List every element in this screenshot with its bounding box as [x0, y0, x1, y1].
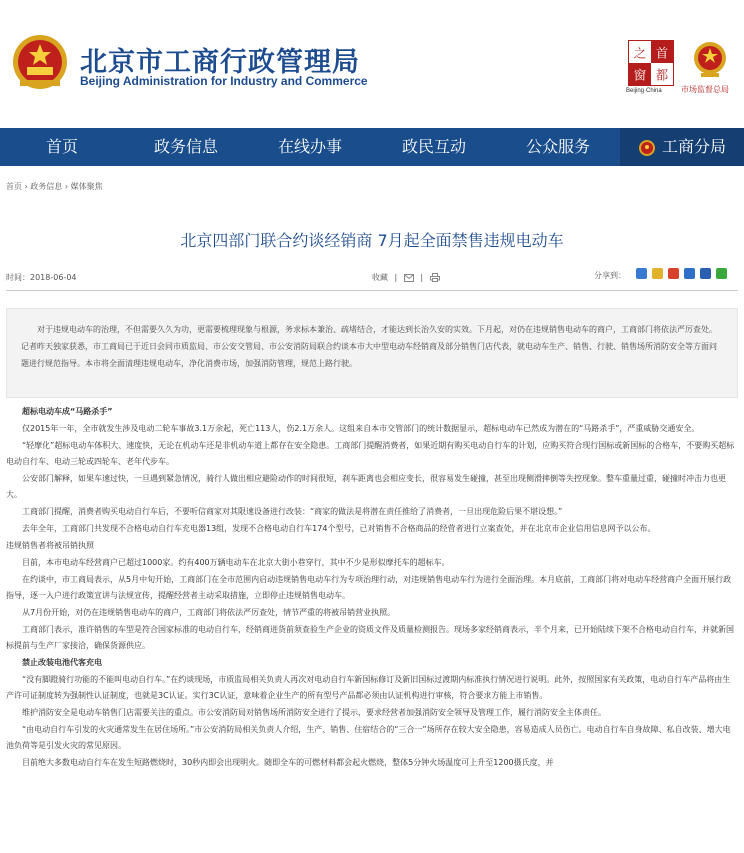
paragraph: 从7月份开始，对仍在违规销售电动车的商户，工商部门将依法严厉查处，情节严重的将被吊销营业执照。 [22, 608, 396, 617]
section-heading: 禁止改装电池代客充电 [22, 658, 102, 667]
nav-item-branch-offices[interactable] [620, 128, 744, 166]
mail-icon[interactable] [404, 274, 414, 282]
article-body [6, 404, 738, 772]
article-time [6, 272, 77, 283]
paragraph: 仅2015年一年，全市就发生涉及电动二轮车事故3.1万余起，死亡113人，伤2.1万余人。这组来自本市交管部门的统计数据显示，超标电动车已然成为潜在的“马路杀手”，严重威胁交通安全。 [22, 424, 700, 433]
paragraph: 目前绝大多数电动自行车在发生短路燃烧时，30秒内即会出现明火。随即全车的可燃材料都会起火燃烧，整体5分钟火场温度可上升至1200摄氏度，并 [22, 758, 554, 767]
emblem-icon [638, 139, 656, 157]
nav-item-public-services[interactable]: 公众服务 [525, 137, 590, 156]
logo-char: 窗 [633, 67, 647, 83]
tool-sep: | [394, 273, 398, 282]
breadcrumb-section[interactable]: 政务信息 [30, 182, 63, 191]
nav-item-home[interactable]: 首页 [45, 137, 78, 156]
paragraph: 目前，本市电动车经营商户已超过1000家。约有400万辆电动车在北京大街小巷穿行，其中不少是形似摩托车的超标车。 [22, 558, 450, 567]
paragraph: “轻摩化”超标电动车体积大、速度快，无论在机动车还是非机动车道上都存在安全隐患。工商部门提醒消费者，如果近期有购买电动自行车的计划，应购买符合现行国标或新国标的合格车，不要购买超标电动自行车、电动三轮或四轮车、老年代步车。 [6, 441, 735, 466]
share-renren-icon[interactable] [684, 268, 695, 279]
article-summary [6, 308, 738, 398]
section-heading: 违规销售者将被吊销执照 [6, 541, 94, 550]
article-title: 北京四部门联合约谈经销商 7月起全面禁售违规电动车 [180, 231, 564, 250]
breadcrumb-sep: › [64, 182, 69, 191]
meta-divider [6, 290, 738, 291]
nav-item-online-services[interactable]: 在线办事 [277, 137, 342, 156]
capital-logo-caption: Beijing·China [626, 88, 662, 94]
nav-item-interaction[interactable]: 政民互动 [401, 137, 466, 156]
breadcrumb-current[interactable]: 媒体聚焦 [70, 182, 103, 191]
breadcrumb-sep: › [24, 182, 28, 191]
section-heading: 超标电动车成“马路杀手” [22, 407, 113, 416]
paragraph: 公安部门解释，如果车速过快，一旦遇到紧急情况，骑行人做出相应避险动作的时间很短，刹车距离也会相应变长，很容易发生碰撞，甚至出现侧滑摔倒等失控现象。整车重量过重，碰撞时冲击力也更大。 [6, 474, 726, 499]
logo-char: 之 [633, 45, 647, 61]
paragraph: 去年全年，工商部门共发现不合格电动自行车充电器13组，发现不合格电动自行车174个型号，已对销售不合格商品的经营者进行立案查处，并在北京市企业信用信息网予以公布。 [22, 524, 656, 533]
share-tencent-icon[interactable] [668, 268, 679, 279]
paragraph: “没有脚蹬骑行功能的不能叫电动自行车。”在约谈现场，市质监局相关负责人再次对电动自行车新国标修订及新旧国标过渡期内标准执行情况进行说明。此外，按照国家有关政策，电动自行车产品将由生产许可证制度转为强制性认证制度，也就是3C认证。实行3C认证，意味着企业生产的所有型号产品都必须由认证机构进行审核，符合要求方能上市销售。 [6, 675, 731, 700]
breadcrumb [6, 181, 103, 192]
print-icon[interactable] [430, 273, 440, 282]
paragraph: 工商部门提醒，消费者购买电动自行车后，不要听信商家对其限速设备进行改装：“商家的做法是将潜在责任推给了消费者，一旦出现危险后果不堪设想。” [22, 507, 563, 516]
share-kaixin-icon[interactable] [700, 268, 711, 279]
logo-char: 首 [655, 45, 669, 61]
share-label: 分享到： [594, 271, 626, 280]
market-supervision-emblem-icon[interactable] [693, 40, 727, 80]
site-header [0, 0, 744, 128]
paragraph: “由电动自行车引发的火灾通常发生在居住场所。”市公安消防局相关负责人介绍，生产、销售、住宿结合的“三合一”场所存在较大安全隐患，容易造成人员伤亡。电动自行车自身故障、私自改装、增大电池负荷等是引发火灾的常见原因。 [6, 725, 731, 750]
site-title[interactable]: 北京市工商行政管理局 [80, 47, 360, 78]
breadcrumb-home[interactable]: 首页 [6, 182, 22, 191]
site-title-en: Beijing Administration for Industry and Commerce [80, 74, 368, 88]
main-nav [0, 128, 744, 166]
share-wechat-icon[interactable] [716, 268, 727, 279]
collect-link[interactable]: 收藏 [372, 273, 388, 282]
paragraph: 在约谈中，市工商局表示，从5月中旬开始，工商部门在全市范围内启动违规销售电动车行为专项治理行动，对违规销售电动车行为进行全面治理。本月底前，工商部门将对电动车经营商户全面开展行政指导，逐一入户进行政策宣讲与法规宣传，提醒经营者主动采取措施，立即停止违规销售电动车。 [6, 575, 732, 600]
logo-char: 都 [655, 67, 669, 83]
tool-sep: | [420, 273, 424, 282]
share-qzone-icon[interactable] [636, 268, 647, 279]
summary-text: 对于违规电动车的治理，不但需要久久为功，更需要梳理现象与根源，务求标本兼治、疏堵结合，才能达到长治久安的实效。下月起，对仍在违规销售电动车的商户，工商部门将依法严厉查处。记者昨天独家获悉，市工商局已于近日会同市质监局、市公安交管局、市公安消防局联合约谈本市大中型电动车经销商及部分销售门店代表，就电动车生产、销售、行驶、销售场所消防安全等方面问题进行规范指导。本市将全面清理违规电动车，净化消费市场，加强消防管理，规范上路行驶。 [21, 325, 717, 368]
national-emblem-icon [8, 32, 72, 94]
nav-item-label: 工商分局 [661, 137, 726, 156]
capital-window-logo-icon[interactable] [628, 40, 674, 86]
article-tools [372, 272, 440, 283]
market-logo-caption: 市场监督总局 [681, 85, 729, 94]
time-label: 时间： [6, 273, 30, 282]
paragraph: 维护消防安全是电动车销售门店需要关注的重点。市公安消防局对销售场所消防安全进行了提示，要求经营者加强消防安全领导及管理工作，履行消防安全主体责任。 [22, 708, 606, 717]
nav-item-government-info[interactable]: 政务信息 [153, 137, 218, 156]
paragraph: 工商部门表示，准许销售的车型是符合国家标准的电动自行车，经销商进货前须查验生产企业的资质文件及质量检测报告。现场多家经销商表示，半个月来，已开始陆续下架不合格电动自行车，并就新国标提前与生产厂家接洽，确保货源供应。 [6, 625, 734, 650]
share-weibo-icon[interactable] [652, 268, 663, 279]
time-value: 2018-06-04 [30, 273, 77, 282]
